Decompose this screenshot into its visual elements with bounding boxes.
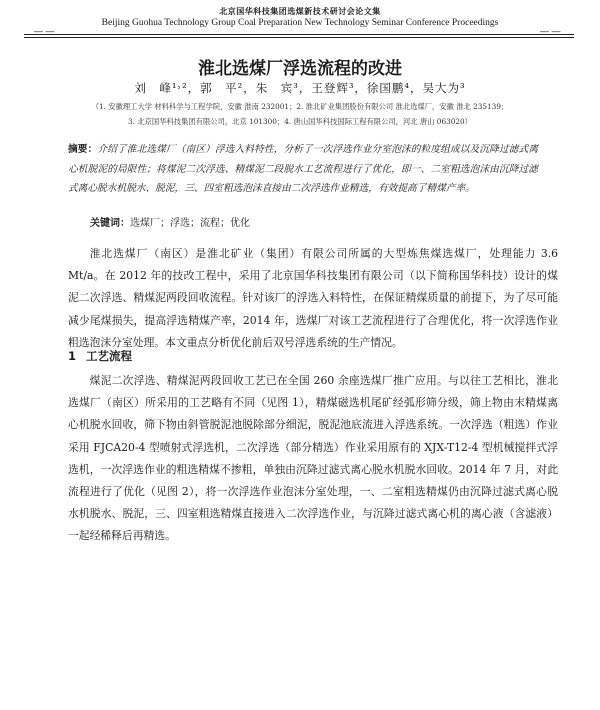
section-heading	[68, 348, 132, 364]
abstract-label: 摘要：	[68, 144, 98, 155]
keywords	[90, 216, 540, 232]
running-header-en: Beijing Guohua Technology Group Coal Preparation New Technology Seminar Conference Proceedings	[101, 18, 499, 28]
section-title: 工艺流程	[86, 349, 133, 363]
keywords-label: 关键词：	[90, 218, 130, 229]
section-1-paragraph: 煤泥二次浮选、精煤泥两段回收工艺已在全国 260 余座选煤厂推广应用。与以往工艺相比，淮北选煤厂（南区）所采用的工艺略有不同（见图 1），精煤磁选机尾矿经弧形筛分级，筛上物由末精煤离心机脱水回收，筛下物由斜管脱泥池脱除部分细泥，脱泥池底流进入浮选系统。一次浮选（粗选）作业采用 FJCA20-4 型喷射式浮选机，二次浮选（部分精选）作业采用原有的 XJX-T12-4 型机械搅拌式浮选机，一次浮选作业的粗选精煤不掺粗，单独由沉降过滤式离心脱水机脱水回收。2014 年 7 月，对此流程进行了优化（见图 2），将一次浮选作业泡沫分室处理，一、二室粗选精煤仍由沉降过滤式离心脱水机脱水、脱泥，三、四室粗选精煤直接进入二次浮选作业，与沉降过滤式离心机的离心液（含滤液）一起经稀释后再精选。	[68, 374, 558, 543]
header-rule	[24, 34, 574, 35]
header-rule-thin	[24, 37, 574, 38]
header-dash-right: — —	[540, 26, 561, 36]
abstract-text: 介绍了淮北选煤厂（南区）浮选入料特性，分析了一次浮选作业分室泡沫的粒度组成以及沉降过滤式离心机脱泥的局限性；将煤泥二次浮选、精煤泥二段脱水工艺流程进行了优化，即一、二室粗选泡沫由沉降过滤式离心脱水机脱水、脱泥，三、四室粗选泡沫直接由二次浮选作业精选，有效提高了精煤产率。	[68, 144, 539, 194]
header-dash-left: — —	[34, 26, 55, 36]
keywords-text: 选煤厂；浮选；流程；优化	[130, 218, 250, 229]
running-header-cn: 北京国华科技集团选煤新技术研讨会论文集	[219, 6, 381, 16]
section-number: 1	[68, 349, 77, 363]
affiliation-line-2: 3. 北京国华科技集团有限公司，北京 101300；4. 唐山国华科技国际工程有限公司，河北 唐山 063020）	[128, 117, 472, 126]
intro-paragraph: 淮北选煤厂（南区）是淮北矿业（集团）有限公司所属的大型炼焦煤选煤厂，处理能力 3.6 Mt/a。在 2012 年的技改工程中，采用了北京国华科技集团有限公司（以下简称国华科技）设计的煤泥二次浮选、精煤泥两段回收流程。针对该厂的浮选入料特性，在保证精煤质量的前提下，为了尽可能减少尾煤损失，提高浮选精煤产率，2014 年，选煤厂对该工艺流程进行了合理优化，将一次浮选作业粗选泡沫分室处理。本文重点分析优化前后双号浮选系统的生产情况。	[68, 247, 558, 349]
running-header	[0, 6, 600, 28]
paper-title: 淮北选煤厂浮选流程的改进	[198, 59, 402, 79]
abstract	[68, 140, 538, 199]
author-list: 刘 峰¹˒²，郭 平²，朱 宾³，王登辉³，徐国鹏⁴，吴大为³	[134, 81, 466, 95]
affiliation-line-1: （1. 安徽理工大学 材料科学与工程学院，安徽 淮南 232001；2. 淮北矿业集团股份有限公司 淮北选煤厂，安徽 淮北 235139；	[91, 102, 509, 111]
